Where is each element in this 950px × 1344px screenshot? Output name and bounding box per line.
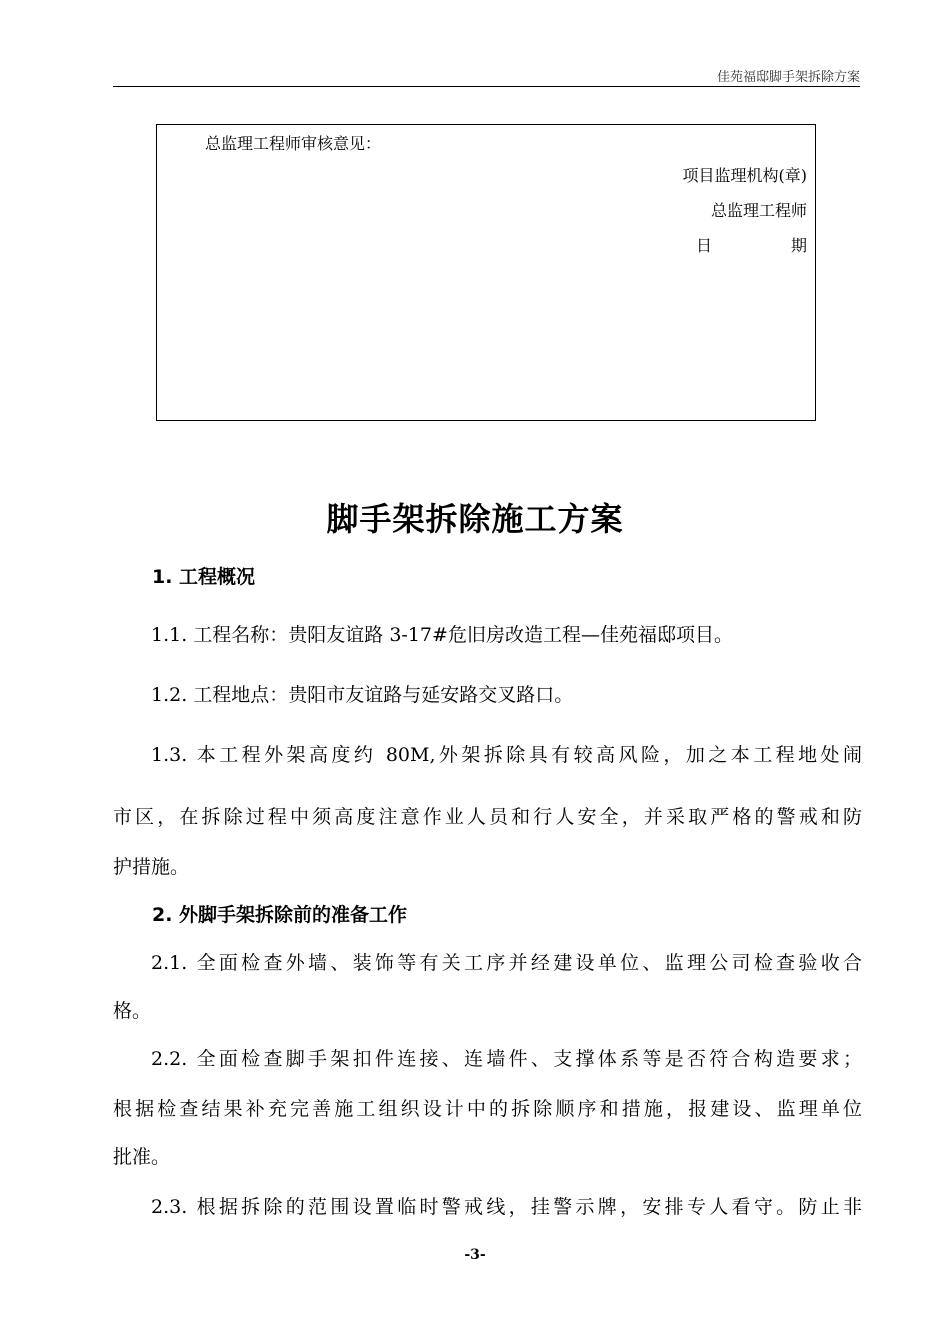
paragraph-line: 1.1. 工程名称：贵阳友谊路 3-17#危旧房改造工程—佳苑福邸项目。: [151, 624, 733, 646]
paragraph-line: 2.1. 全面检查外墙、装饰等有关工序并经建设单位、监理公司检查验收合: [151, 952, 862, 974]
page-number: -3-: [464, 1247, 486, 1263]
paragraph-line: 2.3. 根据拆除的范围设置临时警戒线，挂警示牌，安排专人看守。防止非: [151, 1196, 862, 1218]
paragraph-line: 格。: [113, 1000, 152, 1022]
paragraph-2-1: [113, 948, 862, 975]
org-stamp-label: 项目监理机构(章): [682, 166, 807, 185]
header-doc-title: 佳苑福邸脚手架拆除方案: [716, 70, 860, 85]
paragraph-2-2: [113, 1044, 862, 1071]
paragraph-line: 市区，在拆除过程中须高度注意作业人员和行人安全，并采取严格的警戒和防: [113, 806, 862, 828]
paragraph-1-3-end: [113, 852, 862, 879]
paragraph-2-3: [113, 1192, 862, 1219]
date-char-1: 日: [696, 236, 713, 255]
paragraph-line: 1.3. 本工程外架高度约 80M,外架拆除具有较高风险，加之本工程地处闹: [151, 744, 862, 766]
paragraph-line: 2.2. 全面检查脚手架扣件连接、连墙件、支撑体系等是否符合构造要求；: [151, 1048, 862, 1070]
paragraph-line: 批准。: [113, 1146, 171, 1168]
paragraph-line: 1.2. 工程地点：贵阳市友谊路与延安路交叉路口。: [151, 684, 574, 706]
main-title: 脚手架拆除施工方案: [326, 500, 624, 538]
paragraph-1-3: [113, 740, 862, 767]
section-1-heading: 1. 工程概况: [152, 566, 256, 588]
paragraph-2-1-end: [113, 996, 862, 1023]
date-char-2: 期: [790, 236, 807, 255]
paragraph-1-1: [113, 620, 862, 647]
chief-engineer-label: 总监理工程师: [710, 201, 807, 220]
paragraph-line: 根据检查结果补充完善施工组织设计中的拆除顺序和措施，报建设、监理单位: [113, 1098, 862, 1120]
paragraph-1-2: [113, 680, 862, 707]
header-rule: [113, 86, 860, 87]
paragraph-line: 护措施。: [113, 856, 190, 878]
opinion-label: 总监理工程师审核意见：: [205, 134, 382, 153]
section-2-heading: 2. 外脚手架拆除前的准备工作: [152, 904, 408, 926]
review-opinion-box: [156, 124, 816, 421]
paragraph-2-2-cont: [113, 1094, 862, 1121]
paragraph-1-3-cont: [113, 802, 862, 829]
paragraph-2-2-end: [113, 1142, 862, 1169]
